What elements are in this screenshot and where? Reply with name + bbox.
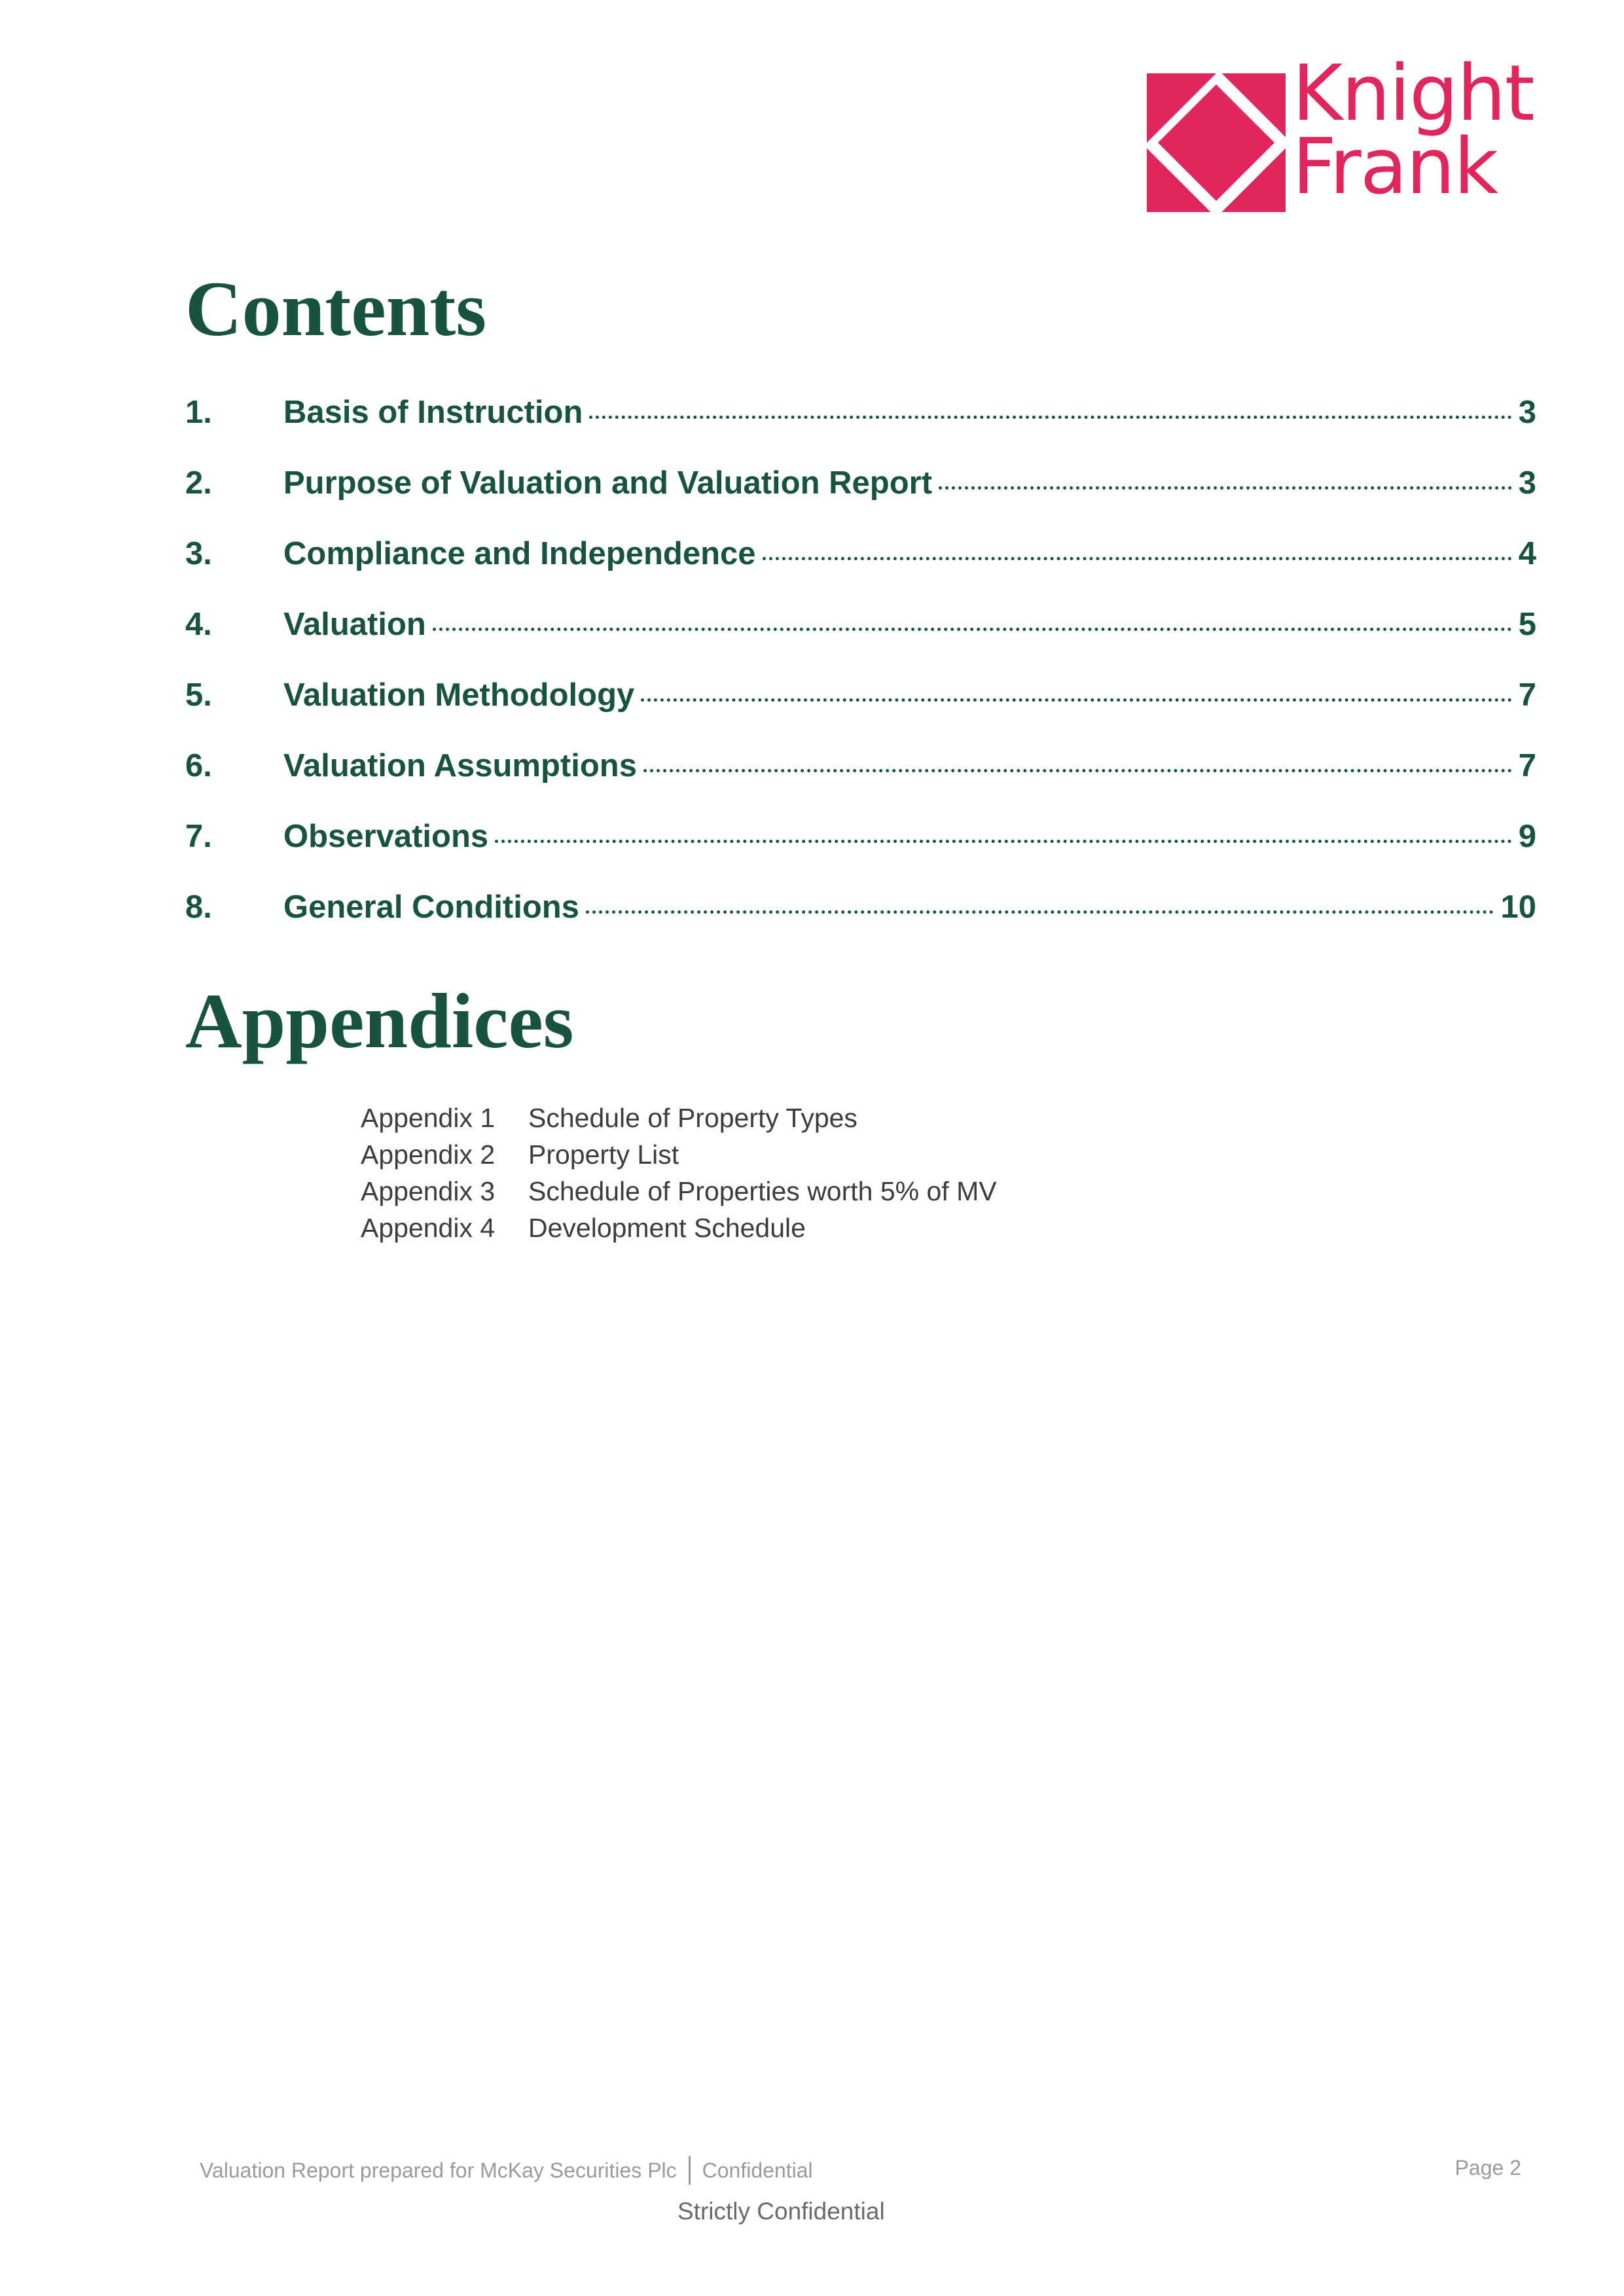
toc-title: Purpose of Valuation and Valuation Report: [283, 465, 933, 501]
toc-dot-leader: [641, 698, 1511, 702]
appendix-label: Appendix 1: [361, 1103, 496, 1133]
table-of-contents: [185, 394, 1536, 960]
footer-report-text: Valuation Report prepared for McKay Securities Plc: [200, 2158, 677, 2182]
appendix-title: Schedule of Properties worth 5% of MV: [528, 1176, 997, 1206]
toc-title: Valuation Assumptions: [283, 748, 637, 783]
toc-page-number: 3: [1518, 395, 1536, 430]
toc-dot-leader: [589, 416, 1511, 419]
toc-page-number: 10: [1500, 889, 1536, 925]
footer-divider: [689, 2156, 691, 2185]
toc-title: Basis of Instruction: [283, 395, 583, 430]
footer-report-line: [200, 2156, 813, 2185]
toc-page-number: 3: [1518, 465, 1536, 501]
appendix-item[interactable]: [361, 1136, 997, 1173]
toc-dot-leader: [763, 557, 1512, 560]
footer-confidential: Confidential: [702, 2158, 813, 2182]
toc-dot-leader: [939, 486, 1512, 490]
appendix-label: Appendix 2: [361, 1139, 496, 1170]
toc-number: 5.: [185, 677, 212, 713]
appendix-label: Appendix 4: [361, 1213, 496, 1243]
toc-page-number: 7: [1518, 677, 1536, 713]
logo-line-knight: Knight: [1292, 48, 1534, 138]
toc-dot-leader: [586, 910, 1494, 914]
knight-frank-mark-icon: [1144, 73, 1288, 212]
appendix-title: Development Schedule: [528, 1213, 806, 1243]
toc-page-number: 4: [1518, 536, 1536, 571]
toc-item[interactable]: [185, 465, 1536, 535]
toc-title: Valuation Methodology: [283, 677, 635, 713]
toc-title: Observations: [283, 819, 489, 854]
toc-item[interactable]: [185, 889, 1536, 960]
toc-number: 6.: [185, 748, 212, 783]
appendix-list: [361, 1100, 997, 1246]
toc-dot-leader: [433, 628, 1512, 631]
toc-item[interactable]: [185, 818, 1536, 889]
toc-page-number: 7: [1518, 748, 1536, 783]
toc-number: 2.: [185, 465, 212, 501]
logo-line-frank: Frank: [1292, 121, 1498, 211]
contents-heading: Contents: [185, 265, 487, 352]
toc-item[interactable]: [185, 394, 1536, 465]
toc-number: 7.: [185, 819, 212, 854]
appendix-title: Schedule of Property Types: [528, 1103, 857, 1133]
toc-number: 8.: [185, 889, 212, 925]
toc-title: General Conditions: [283, 889, 579, 925]
toc-number: 4.: [185, 607, 212, 642]
toc-title: Compliance and Independence: [283, 536, 756, 571]
footer-strictly-confidential: Strictly Confidential: [677, 2198, 885, 2225]
toc-number: 3.: [185, 536, 212, 571]
toc-page-number: 9: [1518, 819, 1536, 854]
toc-title: Valuation: [283, 607, 426, 642]
toc-item[interactable]: [185, 606, 1536, 677]
toc-dot-leader: [643, 769, 1512, 772]
toc-item[interactable]: [185, 747, 1536, 818]
footer-page-number: Page 2: [1454, 2156, 1521, 2179]
toc-dot-leader: [495, 840, 1512, 843]
appendices-heading: Appendices: [185, 977, 574, 1064]
logo-wordmark: [1292, 48, 1534, 211]
toc-number: 1.: [185, 395, 212, 430]
appendix-item[interactable]: [361, 1210, 997, 1246]
appendix-item[interactable]: [361, 1100, 997, 1136]
knight-frank-logo: [1144, 48, 1545, 216]
toc-item[interactable]: [185, 677, 1536, 747]
toc-page-number: 5: [1518, 607, 1536, 642]
appendix-label: Appendix 3: [361, 1176, 496, 1206]
toc-item[interactable]: [185, 535, 1536, 606]
appendix-item[interactable]: [361, 1173, 997, 1210]
appendix-title: Property List: [528, 1139, 679, 1170]
